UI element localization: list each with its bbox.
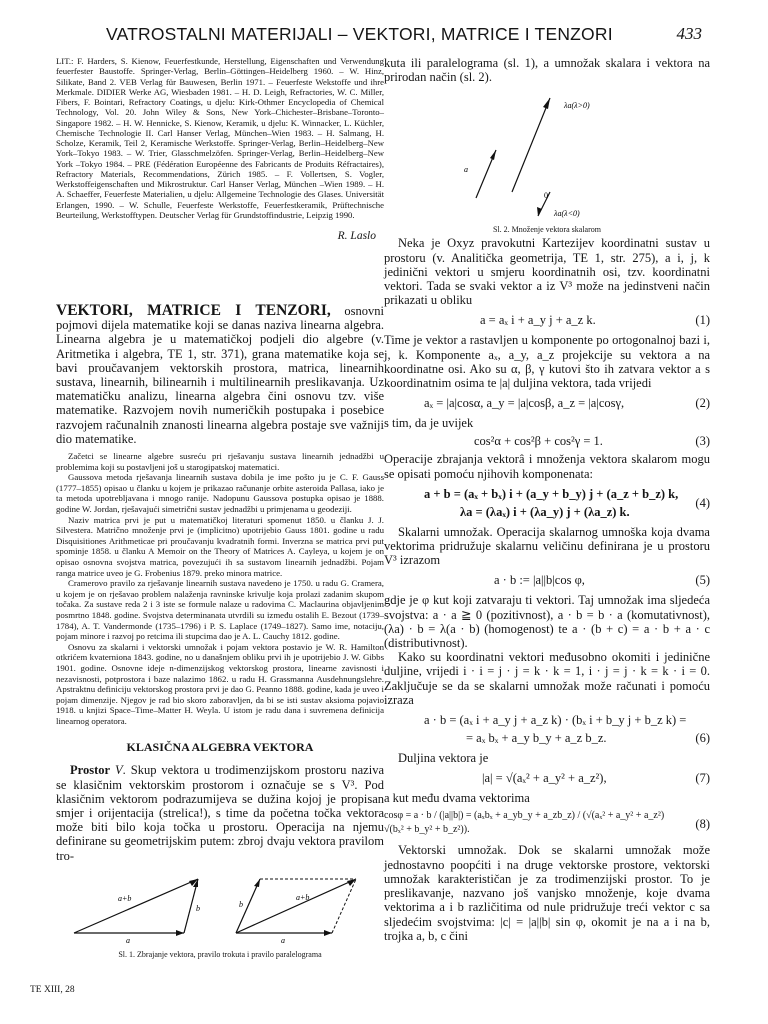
equation-7-number: (7) — [695, 771, 710, 786]
equation-4a-expr: a + b = (aₓ + bₓ) i + (a_y + b_y) j + (a_z + b_z) k, — [424, 486, 679, 501]
page-number: 433 — [676, 24, 702, 43]
right-column — [384, 56, 710, 943]
fig2-label-a: a — [464, 165, 468, 175]
equation-2-number: (2) — [695, 396, 710, 411]
article-heading: VEKTORI, MATRICE I TENZORI, — [56, 302, 331, 319]
article-author: R. Laslo — [337, 230, 376, 242]
figure-2-diagram — [384, 88, 710, 220]
equation-4b-expr: λa = (λaₓ) i + (λa_y) j + (λa_z) k. — [460, 504, 630, 519]
equation-2 — [384, 394, 710, 412]
equation-6-number: (6) — [695, 731, 710, 746]
equation-6b-expr: = aₓ bₓ + a_y b_y + a_z b_z. — [466, 731, 607, 746]
section-title: KLASIČNA ALGEBRA VEKTORA — [126, 740, 314, 755]
history-paragraph-2: Gaussova metoda rješavanja linearnih sustava dobila je ime pošto ju je C. F. Gauss (1777–1855) opisao u članku u kojem je prikazao računanje orbite asteroida Pallasa, iako je ta metoda upotrebljavana i mnogo ranije. Nadopunu Gaussova postupka opisao je 1888. godine W. Jordan, rješavajući simetrični sustav jednadžbi u primjenama u geodeziji. — [56, 472, 384, 514]
prostor-var: V — [115, 763, 123, 778]
equation-4 — [384, 485, 710, 521]
fig1-label-sum2: a+b — [296, 892, 310, 902]
figure-2 — [384, 88, 710, 236]
equation-7-expr: |a| = √(aₓ² + a_y² + a_z²), — [482, 771, 607, 786]
literature-list: LIT.: F. Harders, S. Kienow, Feuerfestkunde, Herstellung, Eigenschaften und Verwendung feuerfester Baustoffe. Springer-Verlag, Berlin–Göttingen–Heidelberg 1960. – W. Hinz, Silikate, Band 2. VEB Verlag für Bauwesen, Berlin 1971. – Feuerfeste Wekstoffe und ihre Merkmale. DIDIER Werke AG, Wiesbaden 1981. – H. D. Leigh, Refractories, W. C. Miller, Fibers, F. Bointari, Refractory Coatings, u djelu: Kirk-Othmer Encyclopedia of Chemical Technology, Vol. 20. John Wiley & Sons, New York–Chichester–Brisbane–Toronto–Singapore 1982. – H. W. Hennicke, S. Kienow, Keramik, u djelu: K. Winnacker, L. Küchler, Chemische Technologie II. Carl Hanser Verlag, München–Wien 1983. – H. Salmang, H. Scholze, Keramik, Teil 2, Keramische Werkstoffe. Springer-Verlag, Berlin–Heidelberg–New York–Tokyo 1983. – W. Trier, Glasschmelzöfen. Springer-Verlag, Berlin–Heidelberg–New York –Tokyo 1984. – PRE (Fédération Européenne des Fabricants de Produits Réfractaires), Refractory Materials, Recommendations, Zürich 1985. – F. Vollertsen, S. Vogler, Werkstoffeigenschaften und Mikrostruktur. Carl Hanser Verlag, München –Wien 1989. – H. A. Schaeffer, Feuerfeste Materialien, u djelu: Allgemeine Technologie des Glases. Universität Erlangen, 1990. – W. Schulle, Feuerfeste Werkstoffe, Feuerfestkeramik, Prüftechnische Beurteilung, Werkstofftypen. Deutscher Verlag für Grundstoffindustrie, Leipzig 1990. — [56, 56, 384, 220]
paragraph-properties: gdje je φ kut koji zatvaraju ti vektori. Taj umnožak ima sljedeća svojstva: a · a ≧ 0 (pozitivnost), a · b = b · a (komutativnost), (λa) · b = λ(a · b) (homogenost) te a · (b + c) = a · b + a · c (distributivnost). — [384, 593, 710, 651]
fig2-label-neg: λa(λ<0) — [554, 209, 580, 219]
equation-8-number: (8) — [695, 817, 710, 832]
fig1-label-b2: b — [239, 899, 243, 909]
equation-3-expr: cos²α + cos²β + cos²γ = 1. — [474, 434, 603, 449]
prostor-paragraph — [56, 763, 384, 862]
fig1-label-a: a — [126, 935, 130, 945]
equation-1 — [384, 311, 710, 329]
figure-1-caption: Sl. 1. Zbrajanje vektora, pravilo trokuta i pravilo paralelograma — [118, 949, 322, 959]
figure-2-caption: Sl. 2. Množenje vektora skalarom — [493, 225, 601, 235]
history-paragraph-4: Cramerovo pravilo za rješavanje linearnih sustava navedeno je 1750. u radu G. Cramera, u kojem je on rješavao problem nalaženja ravninske krivulje koja prolazi zadanim skupom točaka. Za sustave reda 2 i 3 iste se formule nalaze u radovima C. Maclaurina objavljenim posmrtno 1848. godine. Svojstva determinanata utvrdili su između ostalih E. Bezout (1739–1784), A. T. Vandermonde (1735–1796) i P. S. Laplace (1749–1827). Samo ime, notaciju, pojam minore i razvoj po retcima ili stupcima dao je A. L. Cauchy 1812. godine. — [56, 578, 384, 642]
paragraph-angle: a kut među dvama vektorima — [384, 791, 530, 806]
paragraph-scalar-product: Skalarni umnožak. Operacija skalarnog umnoška koja dvama vektorima pridružuje skalarnu veličinu definirana je u prostoru V³ izrazom — [384, 524, 710, 568]
equation-1-expr: a = aₓ i + a_y j + a_z k. — [480, 313, 596, 328]
fig1-label-a2: a — [281, 935, 285, 945]
figure-1 — [56, 867, 384, 959]
equation-5 — [384, 571, 710, 589]
paragraph-components: Time je vektor a rastavljen u komponente po ortogonalnoj bazi i, j, k. Komponente aₓ, a_y, a_z projekcije su vektora a na koordinatne osi. Ako su α, β, γ kutovi što ih zatvara vektor a s koordinatnim osima te |a| duljina vektora, tada vrijedi — [384, 333, 710, 391]
equation-6 — [384, 711, 710, 747]
paragraph-oxyz: Neka je Oxyz pravokutni Kartezijev koordinatni sustav u prostoru (v. Analitička geometrija, TE 1, str. 275), a i, j, k jedinični vektori u smjeru koordinatnih osi, tzv. koordinatni vektori. Tada se svaki vektor a iz V³ može na jedinstveni način prikazati u obliku — [384, 236, 710, 308]
equation-3-number: (3) — [695, 434, 710, 449]
equation-8-expr: cosφ = a · b / (|a||b|) = (aₓbₓ + a_yb_y + a_zb_z) / (√(aₓ² + a_y² + a_z²) √(bₓ² + b_y² + b_z²)). — [384, 810, 665, 836]
article-intro-text: osnovni pojmovi dijela matematike koji se danas naziva linearna algebra. Linearna algebra je u matematičkoj podjeli dio algebre (v. Aritmetika i algebra, TE 1, str. 371), grana matematike koja se bavi proučavanjem vektorskih prostora, matrica, linearnih sustava, linearnih, bilinearnih i multilinearnih preslikavanja. Uz matematičku analizu, linearna algebra čini osnovu tzv. više matematike. Razvojem novih numeričkih postupaka i posebice razvojem računalnih znanosti linearna algebra postaje sve važniji dio matematike. — [56, 304, 384, 446]
paragraph-vector-product: Vektorski umnožak. Dok se skalarni umnožak može jednostavno poopćiti i na druge vektorske prostore, vektorski umnožak karakterističan je za trodimenzijski prostor. To je preslikavanje, nazvano još vanjsko množenje, koje dvama vektorima a i b različitima od nule pridružuje treći vektor c sa sljedećim svojstvima: |c| = |a||b| sin φ, okomit je na a i na b, trojka a, b, c čini — [384, 843, 710, 943]
figure-1-diagram — [56, 867, 384, 945]
paragraph-operations: Operacije zbrajanja vektorâ i množenja vektora skalarom mogu se opisati pomoću njihovih komponenata: — [384, 452, 710, 481]
fig1-label-sum: a+b — [118, 893, 132, 903]
paragraph-length: Duljina vektora je — [398, 751, 489, 766]
paragraph-continuation: kuta ili paralelograma (sl. 1), a umnožak skalara i vektora na prirodan način (sl. 2). — [384, 56, 710, 85]
equation-4-number: (4) — [695, 495, 710, 510]
prostor-lead: Prostor — [70, 763, 111, 778]
paragraph-coordinate-vectors: Kako su koordinatni vektori međusobno okomiti i jedinične duljine, vrijedi i · i = j · j = k · k = 1, i · j = j · k = k · i = 0. Zaključuje se da se skalarni umnožak može računati i pomoću izraza — [384, 650, 710, 707]
fig2-label-zero: 0 — [544, 191, 548, 201]
equation-2-expr: aₓ = |a|cosα, a_y = |a|cosβ, a_z = |a|cosγ, — [424, 396, 625, 411]
equation-7 — [384, 769, 710, 787]
equation-8 — [384, 809, 710, 839]
history-paragraph-5: Osnovu za skalarni i vektorski umnožak i pojam vektora postavio je W. R. Hamilton otkrićem kvaterniona 1843. godine, no u današnjem obliku prvi ih je upotrijebio J. W. Gibbs 1901. godine. Osnovne ideje n-dimenzijskog vektorskog prostora, linearne zavisnosti i nezavisnosti, potprostora i baze nalazimo 1862. u radu H. Grassmanna Ausdehnungslehre. Apstraktnu definiciju vektorskog prostora prvi je dao G. Peanno 1888. godine, kada je uveo i pojam dimenzije. Njegov je rad bio skoro zaboravljen, da bi se isti sustav aksioma pojavio 1918. u knjizi Space–Time–Matter H. Weyla. U istom je radu dana i suvremena definicija linearnog operatora. — [56, 641, 384, 726]
equation-6a-expr: a · b = (aₓ i + a_y j + a_z k) · (bₓ i + b_y j + b_z k) = — [424, 713, 687, 728]
history-paragraph-1: Začetci se linearne algebre susreću pri rješavanju sustava linearnih jednadžbi u problemima koji su postavljeni još u starogipatskoj matematici. — [56, 451, 384, 472]
paragraph-stim: s tim, da je uvijek — [384, 416, 474, 431]
equation-3 — [384, 432, 710, 450]
fig1-label-b: b — [196, 903, 200, 913]
running-header — [56, 24, 712, 48]
left-column — [56, 56, 384, 959]
running-title: VATROSTALNI MATERIJALI – VEKTORI, MATRICE I TENZORI — [106, 24, 613, 44]
page-footer: TE XIII, 28 — [30, 985, 75, 995]
equation-5-expr: a · b := |a||b|cos φ, — [494, 573, 585, 588]
prostor-text: . Skup vektora u trodimenzijskom prostoru naziva se klasičnim vektorskim prostorom i označuje se s V³. Pod klasičnim vektorom podrazumijeva se dužina kojoj je propisan smjer i orijentacija (strelica!), s time da početna točka vektora može biti bilo koja točka u prostoru. Operacija na njemu definirane su geometrijskim putem: zbroj dvaju vektora pravilom tro- — [56, 763, 384, 863]
article-intro — [56, 304, 384, 446]
fig2-label-pos: λa(λ>0) — [564, 101, 590, 111]
equation-1-number: (1) — [695, 313, 710, 328]
equation-5-number: (5) — [695, 573, 710, 588]
history-paragraph-3: Naziv matrica prvi je put u matematičkoj literaturi spomenut 1850. u članku J. J. Silvestera. Matrično množenje prvi je (implicitno) upotrijebio Gauss 1801. godine u radu Disquisitiones Arithmeticae pri proučavanju kvadratnih formi. Inverzna se matrica prvi put spominje 1858. u članku A Memoir on the Theory of Matrices A. Cayleya, u kojem je on opisao osnovna svojstva matrica, povezujući ih sa sustavom linearnih jednadžbi. Pojam ranga matrice uveo je G. Frobenius 1879. preko minora matrice. — [56, 514, 384, 578]
